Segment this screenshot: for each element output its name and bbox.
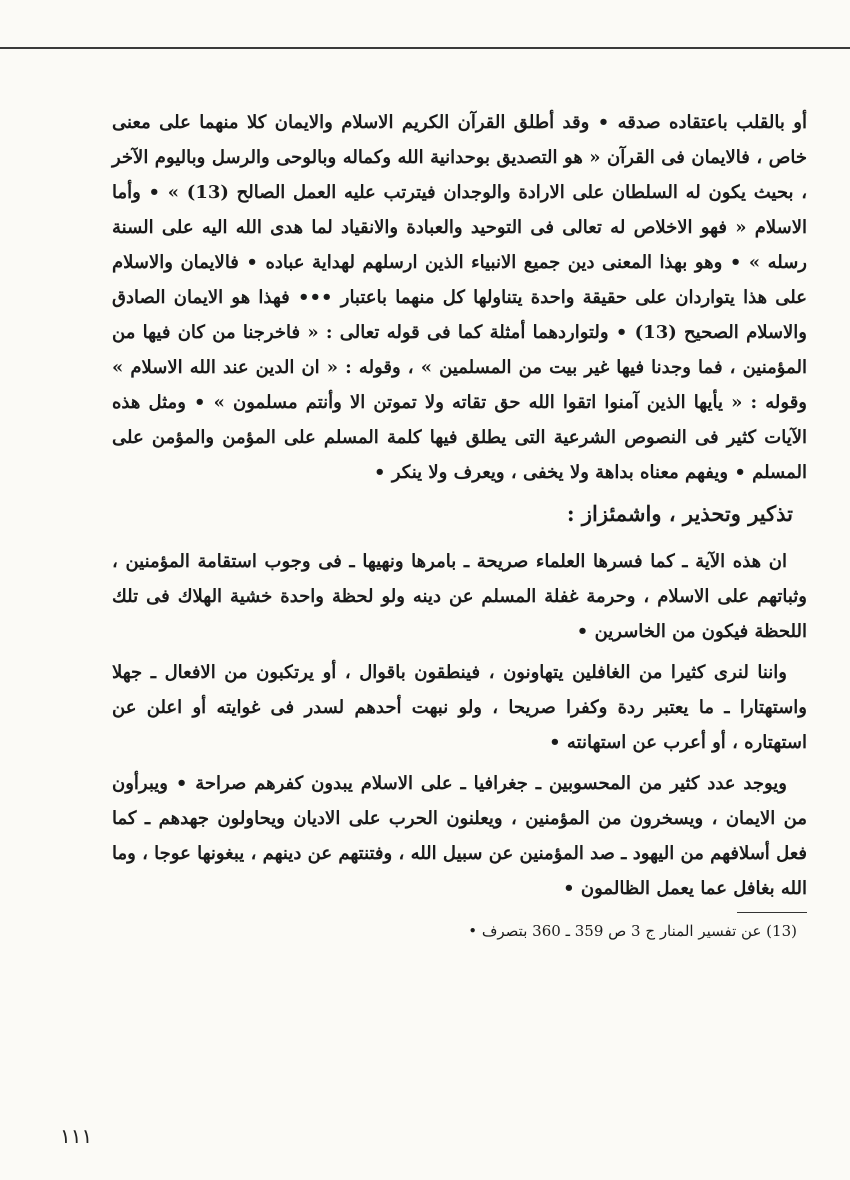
paragraph-3: واننا لنرى كثيرا من الغافلين يتهاونون ، فينطقون باقوال ، أو يرتكبون من الافعال ـ جهلا واستهتارا ـ ما يعتبر ردة وكفرا صريحا ، ولو نبهت أحدهم لسدر فى غوايته أو اعلن عن استهتاره ، أو أعرب عن استهانته •	[112, 662, 807, 753]
footnote-rule	[737, 912, 807, 913]
section-heading: تذكير وتحذير ، واشمئزاز :	[566, 501, 793, 526]
page-body	[112, 105, 807, 943]
footnote: (13) عن تفسير المنار ج 3 ص 359 ـ 360 بتصرف •	[468, 922, 797, 940]
page-number: ١١١	[60, 1124, 93, 1148]
paragraph-2: ان هذه الآية ـ كما فسرها العلماء صريحة ـ بامرها ونهيها ـ فى وجوب استقامة المؤمنين ، وثباتهم على الاسلام ، وحرمة غفلة المسلم عن دينه ولو لحظة واحدة خشية الهلاك فى تلك اللحظة فيكون من الخاسرين •	[112, 551, 807, 642]
header-rule	[0, 47, 850, 49]
paragraph-1: أو بالقلب باعتقاده صدقه • وقد أطلق القرآن الكريم الاسلام والايمان كلا منهما على معنى خاص ، فالايمان فى القرآن « هو التصديق بوحدانية الله وكماله وبالوحى والرسل وباليوم الآخر ، بحيث يكون له السلطان على الارادة والوجدان فيترتب عليه العمل الصالح (13) » • وأما الاسلام « فهو الاخلاص له تعالى فى التوحيد والعبادة والانقياد لما هدى الله اليه على السنة رسله » • وهو بهذا المعنى دين جميع الانبياء الذين ارسلهم لهداية عباده • فالايمان والاسلام على هذا يتواردان على حقيقة واحدة يتناولها كل منهما باعتبار ••• فهذا هو الايمان الصادق والاسلام الصحيح (13) • ولتواردهما أمثلة كما فى قوله تعالى : « فاخرجنا من كان فيها من المؤمنين ، فما وجدنا فيها غير بيت من المسلمين » ، وقوله : « ان الدين عند الله الاسلام » وقوله : « يأيها الذين آمنوا اتقوا الله حق تقاته ولا تموتن الا وأنتم مسلمون » • ومثل هذه الآيات كثير فى النصوص الشرعية التى يطلق فيها كلمة المسلم على المؤمن والمؤمن على المسلم • ويفهم معناه بداهة ولا يخفى ، ويعرف ولا ينكر •	[112, 112, 808, 483]
paragraph-4: ويوجد عدد كثير من المحسوبين ـ جغرافيا ـ على الاسلام يبدون كفرهم صراحة • ويبرأون من الايمان ، ويسخرون من المؤمنين ، ويعلنون الحرب على الاديان ويحاولون جهدهم ـ كما فعل أسلافهم من اليهود ـ صد المؤمنين عن سبيل الله ، وفتنتهم عن دينهم ، يبغونها عوجا ، وما الله بغافل عما يعمل الظالمون •	[112, 773, 807, 899]
